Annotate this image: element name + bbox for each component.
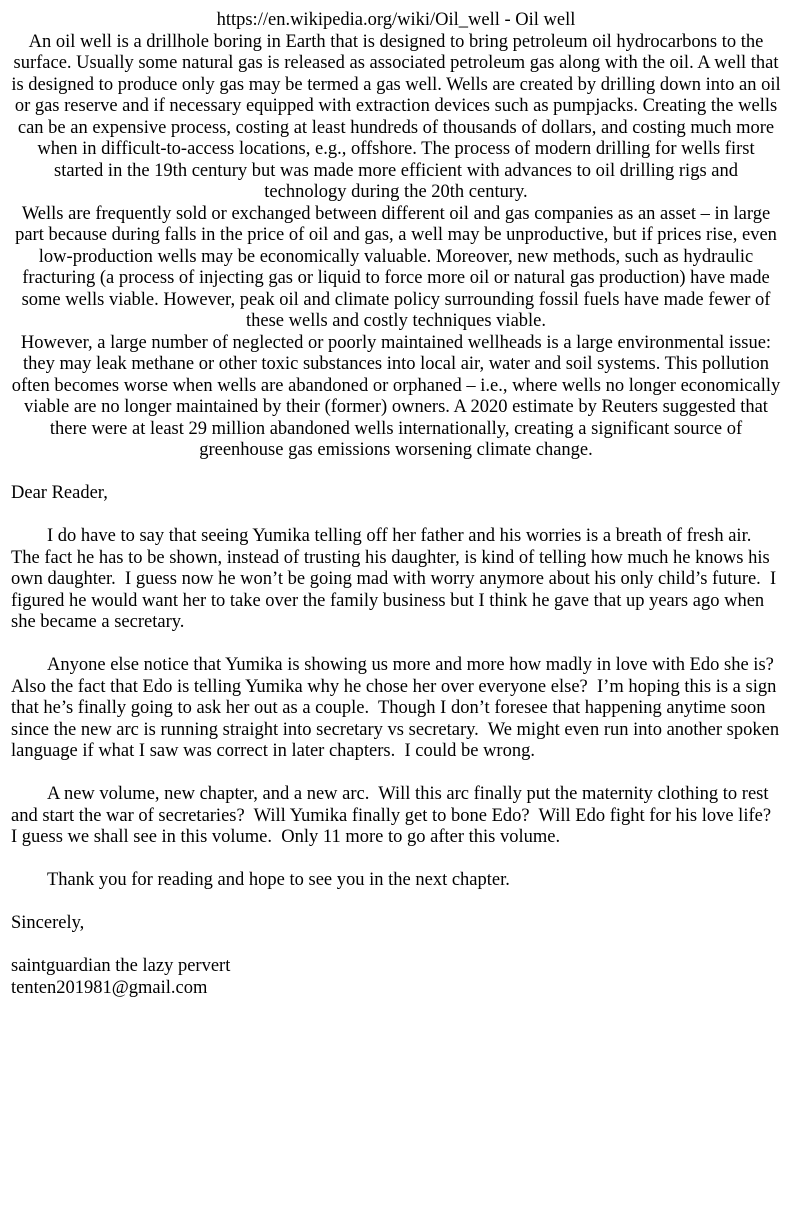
letter-paragraph-thanks: Thank you for reading and hope to see you in the next chapter. [47, 870, 510, 890]
reader-letter-section [11, 483, 784, 999]
letter-paragraph-yumika-father: I do have to say that seeing Yumika telling off her father and his worries is a breath of fresh air. The fact he has to be shown, instead of trusting his daughter, is kind of telling how much he knows his own daughter. I guess now he won’t be going mad with worry anymore about his only child’s future. I figured he would want her to take over the family business but I think he gave that up years ago when she became a secretary. [11, 526, 781, 632]
letter-paragraph-yumika-edo: Anyone else notice that Yumika is showing us more and more how madly in love with Edo she is? Also the fact that Edo is telling Yumika why he chose her over everyone else? I’m hoping this is a sign that he’s finally going to ask her out as a couple. Though I don’t foresee that happening anytime soon since the new arc is running straight into secretary vs secretary. We might even run into another spoken language if what I saw was correct in later chapters. I could be wrong. [11, 655, 784, 761]
wiki-paragraph-wells-economics: Wells are frequently sold or exchanged between different oil and gas companies as an asset – in large part because during falls in the price of oil and gas, a well may be unproductive, but if prices rise, even low-production wells may be economically valuable. Moreover, new methods, such as hydraulic fracturing (a process of injecting gas or liquid to force more oil or natural gas production) have made some wells viable. However, peak oil and climate policy surrounding fossil fuels have made fewer of these wells and costly techniques viable. [15, 203, 782, 331]
letter-salutation: Dear Reader, [11, 483, 108, 503]
letter-paragraph-new-volume: A new volume, new chapter, and a new arc. Will this arc finally put the maternity clothing to rest and start the war of secretaries? Will Yumika finally get to bone Edo? Will Edo fight for his love life? I guess we shall see in this volume. Only 11 more to go after this volume. [11, 784, 781, 847]
letter-closing: Sincerely, [11, 913, 85, 933]
wiki-paragraph-oil-well-intro: An oil well is a drillhole boring in Earth that is designed to bring petroleum oil hydrocarbons to the surface. Usually some natural gas is released as associated petroleum gas along with the oil. A well that is designed to produce only gas may be termed a gas well. Wells are created by drilling down into an oil or gas reserve and if necessary equipped with extraction devices such as pumpjacks. Creating the wells can be an expensive process, costing at least hundreds of thousands of dollars, and costing much more when in difficult-to-access locations, e.g., offshore. The process of modern drilling for wells first started in the 19th century but was made more efficient with advances to oil drilling rigs and technology during the 20th century. [11, 31, 786, 202]
source-url-line: https://en.wikipedia.org/wiki/Oil_well - Oil well [216, 10, 576, 30]
signature-name: saintguardian the lazy pervert [11, 956, 231, 976]
wiki-excerpt-section [11, 10, 786, 462]
wiki-paragraph-environmental-issue: However, a large number of neglected or poorly maintained wellheads is a large environmental issue: they may leak methane or other toxic substances into local air, water and soil systems. This pollution often becomes worse when wells are abandoned or orphaned – i.e., where wells no longer economically viable are no longer maintained by their (former) owners. A 2020 estimate by Reuters suggested that there were at least 29 million abandoned wells internationally, creating a significant source of greenhouse gas emissions worsening climate change. [11, 332, 785, 460]
signature-email: tenten201981@gmail.com [11, 977, 208, 998]
